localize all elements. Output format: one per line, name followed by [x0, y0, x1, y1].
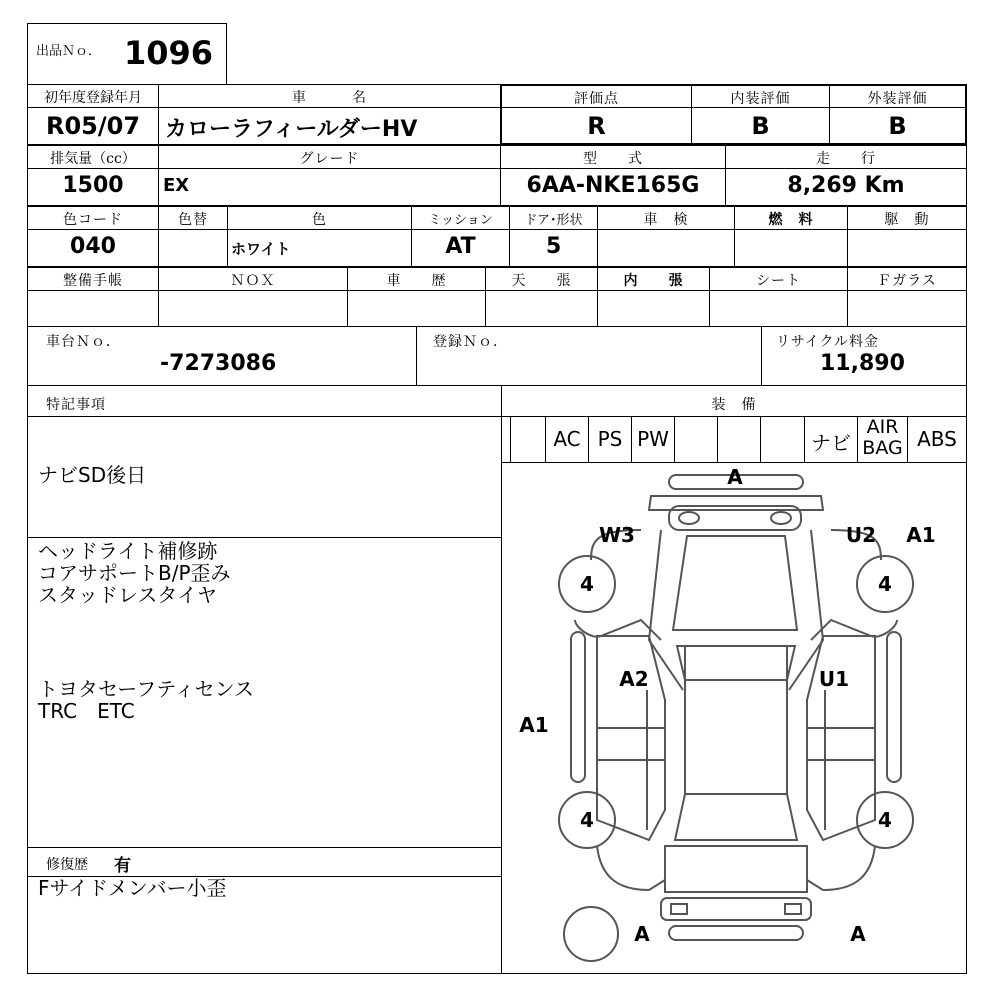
right-side-skirt [887, 632, 901, 782]
mark-left-front-door: A2 [619, 667, 649, 691]
score-value: R [587, 112, 606, 140]
rear-panel [661, 898, 811, 920]
left-front-door [597, 636, 665, 760]
equip-cell-abs: ABS [907, 416, 967, 463]
interior-value: B [751, 112, 770, 140]
mileage-value: 8,269 Km [787, 173, 905, 198]
history-label-cell: 車 歴 [347, 267, 486, 291]
exterior-label-cell: 外装評価 [829, 84, 967, 108]
color-change-label-cell: 色替 [158, 206, 228, 230]
right-front-door [807, 636, 875, 760]
color-value: ホワイト [231, 240, 291, 258]
model-value-cell [500, 168, 726, 206]
rear-bumper [669, 926, 803, 940]
fuel-label-cell: 燃 料 [734, 206, 848, 230]
repair-detail-cell [27, 876, 502, 974]
mark-rear-left: A [634, 922, 650, 946]
color-code-label-cell: 色コード [27, 206, 159, 230]
first-reg-label-cell: 初年度登録年月 [27, 84, 159, 108]
mileage-value-cell [725, 168, 967, 206]
equip-cell-pw: PW [631, 416, 675, 463]
lot-number: 1096 [124, 34, 214, 72]
mark-tire-rr: 4 [878, 808, 892, 832]
color-change-value-cell [158, 229, 228, 267]
mark-tire-rl: 4 [580, 808, 594, 832]
mark-right-front-door: U1 [818, 667, 850, 691]
chassis-cell: 車台Ｎｏ． -7273086 [27, 326, 417, 386]
fglass-label-cell: Ｆガラス [847, 267, 967, 291]
lot-label: 出品Ｎｏ． [36, 44, 102, 59]
roof-label-cell: 天 張 [485, 267, 598, 291]
score-value-cell [500, 107, 692, 145]
displacement-value-cell [27, 168, 159, 206]
car-name-value: カローラフィールダーHV [165, 117, 418, 142]
equipment-row [501, 416, 967, 463]
rear-lamp-l [671, 904, 687, 914]
door-value-cell [509, 229, 598, 267]
left-side-skirt [571, 632, 585, 782]
grade-label-cell: グレード [158, 145, 501, 169]
car-name-label-cell: 車 名 [158, 84, 501, 108]
mission-value-cell [411, 229, 510, 267]
repair-detail: Fサイドメンバー小歪 [38, 876, 227, 900]
grade-value-cell [158, 168, 501, 206]
history-value-cell [347, 290, 486, 327]
equip-cell-5 [717, 416, 761, 463]
model-label-cell: 型 式 [500, 145, 726, 169]
mark-tire-fl: 4 [580, 572, 594, 596]
first-reg-value: R05/07 [45, 112, 141, 140]
equip-cell-airbag: AIR BAG [857, 416, 908, 463]
first-reg-value-cell [27, 107, 159, 145]
equip-cell-ps: PS [588, 416, 632, 463]
trunk-lid [665, 846, 807, 892]
mark-left-side: A1 [519, 713, 549, 737]
notes-block-3-text: トヨタセーフティセンス TRC ETC [38, 677, 254, 723]
interior-label-cell: 内装評価 [691, 84, 830, 108]
equip-cell-6 [760, 416, 805, 463]
exterior-value-cell [829, 107, 967, 145]
drive-label-cell: 駆 動 [847, 206, 967, 230]
equip-cell-navi: ナビ [804, 416, 858, 463]
mark-rear-right: A [850, 922, 866, 946]
inspection-label-cell: 車 検 [597, 206, 735, 230]
color-code-value: 040 [70, 234, 116, 259]
lot-box [27, 23, 227, 85]
roof-value-cell [485, 290, 598, 327]
model-value: 6AA-NKE165G [526, 173, 700, 198]
front-grille-badge-l [679, 512, 699, 524]
equip-cell-ac: AC [545, 416, 589, 463]
repair-label-cell: 修復歴 有 [27, 847, 502, 877]
front-glass [677, 646, 795, 680]
seat-value-cell [709, 290, 848, 327]
rear-fender-l [597, 846, 665, 890]
interior-trim-value-cell [597, 290, 710, 327]
fglass-value-cell [847, 290, 967, 327]
fuel-value-cell [734, 229, 848, 267]
color-value-cell [227, 229, 412, 267]
maintenance-label-cell: 整備手帳 [27, 267, 159, 291]
mark-right-front-fender-u: U2 [845, 523, 877, 547]
nox-value-cell [158, 290, 348, 327]
interior-value-cell [691, 107, 830, 145]
grade-value: EX [163, 175, 190, 196]
spare-tire [564, 907, 618, 961]
mileage-label-cell: 走 行 [725, 145, 967, 169]
seat-label-cell: シート [709, 267, 848, 291]
score-label-cell: 評価点 [500, 84, 692, 108]
equip-cell-4 [674, 416, 718, 463]
notes-label-cell: 特記事項 [27, 385, 502, 417]
reg-no-cell: 登録Ｎｏ． [416, 326, 762, 386]
maintenance-value-cell [27, 290, 159, 327]
rear-glass [675, 794, 797, 840]
roof-outline [685, 646, 787, 794]
door-label-cell: ドア･形状 [509, 206, 598, 230]
mission-label-cell: ミッション [411, 206, 510, 230]
exterior-value: B [888, 112, 907, 140]
repair-value: 有 [114, 856, 131, 876]
displacement-value: 1500 [62, 173, 124, 198]
color-code-value-cell [27, 229, 159, 267]
door-value: 5 [546, 234, 562, 259]
rear-lamp-r [785, 904, 801, 914]
chassis-value: -7273086 [160, 351, 277, 376]
interior-trim-label-cell: 内 張 [597, 267, 710, 291]
recycle-cell: リサイクル料金 11,890 [761, 326, 967, 386]
hood-outline [673, 536, 797, 630]
mark-right-front-fender-a: A1 [906, 523, 936, 547]
equipment-label-cell: 装 備 [501, 385, 967, 417]
displacement-label-cell: 排気量（cc） [27, 145, 159, 169]
notes-block-1 [27, 416, 502, 538]
notes-block-2-text: ヘッドライト補修跡 コアサポートB/P歪み スタッドレスタイヤ [38, 539, 231, 607]
front-grille-badge-r [771, 512, 791, 524]
car-name-value-cell [158, 107, 501, 145]
nox-label-cell: ＮＯＸ [158, 267, 348, 291]
rear-fender-r [807, 846, 875, 890]
equip-cell-0 [510, 416, 546, 463]
notes-line-1: ナビSD後日 [38, 463, 147, 487]
recycle-value: 11,890 [820, 351, 905, 376]
color-label-cell: 色 [227, 206, 412, 230]
notes-block-2 [27, 537, 502, 848]
mission-value: AT [445, 234, 476, 259]
mark-tire-fr: 4 [878, 572, 892, 596]
mark-front-bumper: A [727, 465, 743, 489]
mark-left-front-fender: W3 [599, 523, 635, 547]
drive-value-cell [847, 229, 967, 267]
inspection-value-cell [597, 229, 735, 267]
car-diagram-box [501, 462, 967, 974]
car-diagram [502, 463, 966, 973]
